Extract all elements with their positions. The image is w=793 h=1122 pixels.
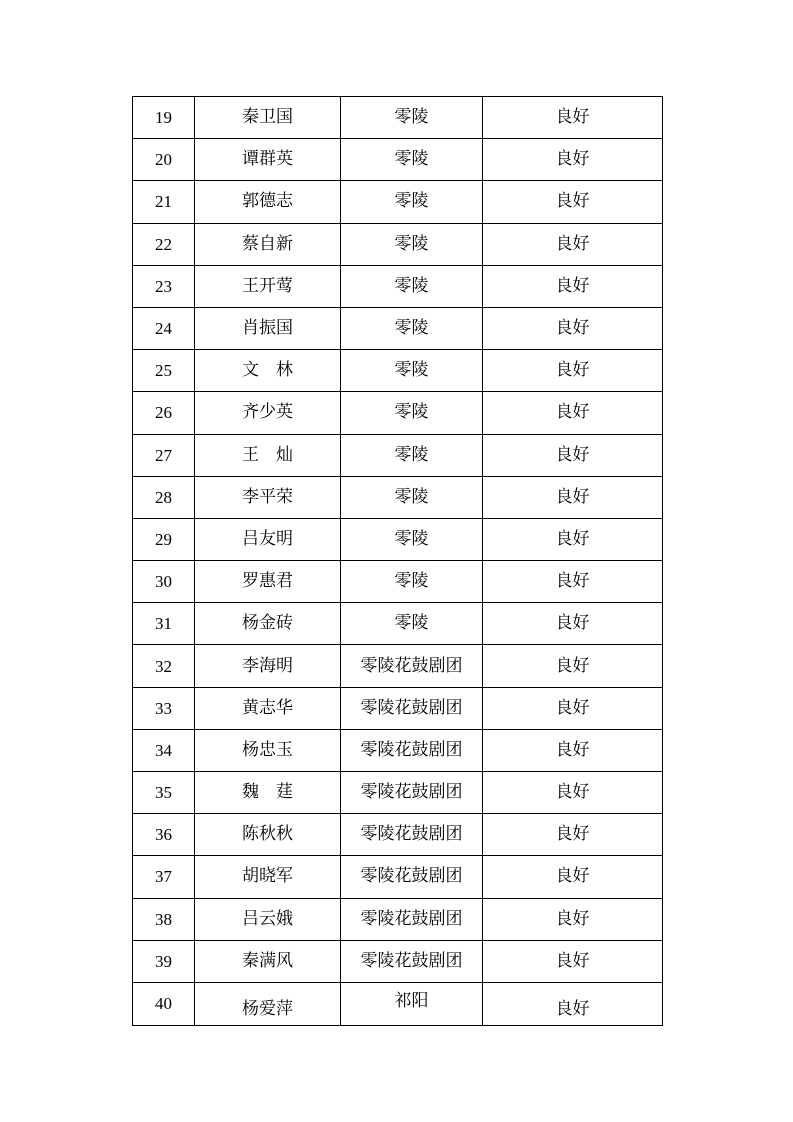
person-name-cell [195,982,341,1025]
person-name: 魏 莛 [195,772,341,814]
unit-name: 零陵花鼓剧团 [341,645,483,687]
unit-name: 零陵花鼓剧团 [341,772,483,814]
evaluation-grade: 良好 [483,476,663,518]
table-row [133,940,663,982]
unit-name: 零陵 [341,392,483,434]
unit-name: 零陵 [341,181,483,223]
person-name: 杨爱萍 [242,999,293,1020]
evaluation-grade: 良好 [483,603,663,645]
table-row [133,645,663,687]
unit-name: 零陵 [341,307,483,349]
person-name: 秦满风 [195,940,341,982]
evaluation-grade: 良好 [483,898,663,940]
table-row [133,561,663,603]
unit-name: 零陵 [341,350,483,392]
row-number: 37 [133,856,195,898]
row-number: 21 [133,181,195,223]
row-number: 30 [133,561,195,603]
unit-name: 零陵 [341,518,483,560]
unit-name: 祁阳 [394,991,429,1012]
row-number: 26 [133,392,195,434]
row-number: 19 [133,97,195,139]
person-name: 罗惠君 [195,561,341,603]
roster-table-body [133,97,663,1026]
person-name: 吕云娥 [195,898,341,940]
evaluation-grade: 良好 [483,307,663,349]
table-row [133,392,663,434]
evaluation-grade: 良好 [483,729,663,771]
person-name: 秦卫国 [195,97,341,139]
person-name: 谭群英 [195,139,341,181]
evaluation-grade: 良好 [483,561,663,603]
table-row [133,518,663,560]
table-row [133,223,663,265]
evaluation-grade: 良好 [483,223,663,265]
person-name: 杨忠玉 [195,729,341,771]
evaluation-grade: 良好 [483,856,663,898]
person-name: 郭德志 [195,181,341,223]
evaluation-grade: 良好 [483,139,663,181]
person-name: 王 灿 [195,434,341,476]
unit-name-cell [341,982,483,1025]
table-row [133,265,663,307]
unit-name: 零陵 [341,434,483,476]
unit-name: 零陵 [341,223,483,265]
person-name: 王开莺 [195,265,341,307]
person-name: 胡晓军 [195,856,341,898]
unit-name: 零陵 [341,139,483,181]
table-row [133,729,663,771]
evaluation-grade: 良好 [483,392,663,434]
unit-name: 零陵花鼓剧团 [341,729,483,771]
evaluation-grade: 良好 [483,814,663,856]
evaluation-grade: 良好 [483,518,663,560]
row-number: 40 [133,982,195,1025]
unit-name: 零陵 [341,603,483,645]
evaluation-grade: 良好 [483,940,663,982]
evaluation-grade: 良好 [483,772,663,814]
table-row [133,603,663,645]
unit-name: 零陵花鼓剧团 [341,898,483,940]
table-row [133,350,663,392]
unit-name: 零陵 [341,97,483,139]
row-number: 28 [133,476,195,518]
row-number: 33 [133,687,195,729]
table-row [133,687,663,729]
row-number: 25 [133,350,195,392]
evaluation-grade: 良好 [483,265,663,307]
row-number: 22 [133,223,195,265]
row-number: 23 [133,265,195,307]
evaluation-grade: 良好 [483,434,663,476]
table-row [133,814,663,856]
person-name: 蔡自新 [195,223,341,265]
row-number: 27 [133,434,195,476]
row-number: 34 [133,729,195,771]
row-number: 36 [133,814,195,856]
table-row [133,898,663,940]
unit-name: 零陵 [341,561,483,603]
person-name: 齐少英 [195,392,341,434]
row-number: 32 [133,645,195,687]
unit-name: 零陵花鼓剧团 [341,940,483,982]
unit-name: 零陵花鼓剧团 [341,856,483,898]
evaluation-grade: 良好 [483,645,663,687]
table-row [133,982,663,1025]
table-row [133,97,663,139]
person-name: 李平荣 [195,476,341,518]
table-row [133,434,663,476]
row-number: 20 [133,139,195,181]
person-name: 黄志华 [195,687,341,729]
evaluation-grade: 良好 [483,97,663,139]
person-name: 陈秋秋 [195,814,341,856]
row-number: 39 [133,940,195,982]
person-name: 吕友明 [195,518,341,560]
evaluation-grade: 良好 [483,350,663,392]
unit-name: 零陵花鼓剧团 [341,814,483,856]
person-name: 杨金砖 [195,603,341,645]
unit-name: 零陵 [341,265,483,307]
row-number: 24 [133,307,195,349]
row-number: 38 [133,898,195,940]
table-row [133,772,663,814]
evaluation-grade: 良好 [555,999,590,1020]
table-row [133,181,663,223]
unit-name: 零陵 [341,476,483,518]
evaluation-grade-cell [483,982,663,1025]
unit-name: 零陵花鼓剧团 [341,687,483,729]
row-number: 35 [133,772,195,814]
roster-table [132,96,663,1026]
row-number: 29 [133,518,195,560]
table-row [133,307,663,349]
evaluation-grade: 良好 [483,181,663,223]
person-name: 肖振国 [195,307,341,349]
person-name: 文 林 [195,350,341,392]
evaluation-grade: 良好 [483,687,663,729]
table-row [133,476,663,518]
table-row [133,856,663,898]
table-row [133,139,663,181]
person-name: 李海明 [195,645,341,687]
row-number: 31 [133,603,195,645]
